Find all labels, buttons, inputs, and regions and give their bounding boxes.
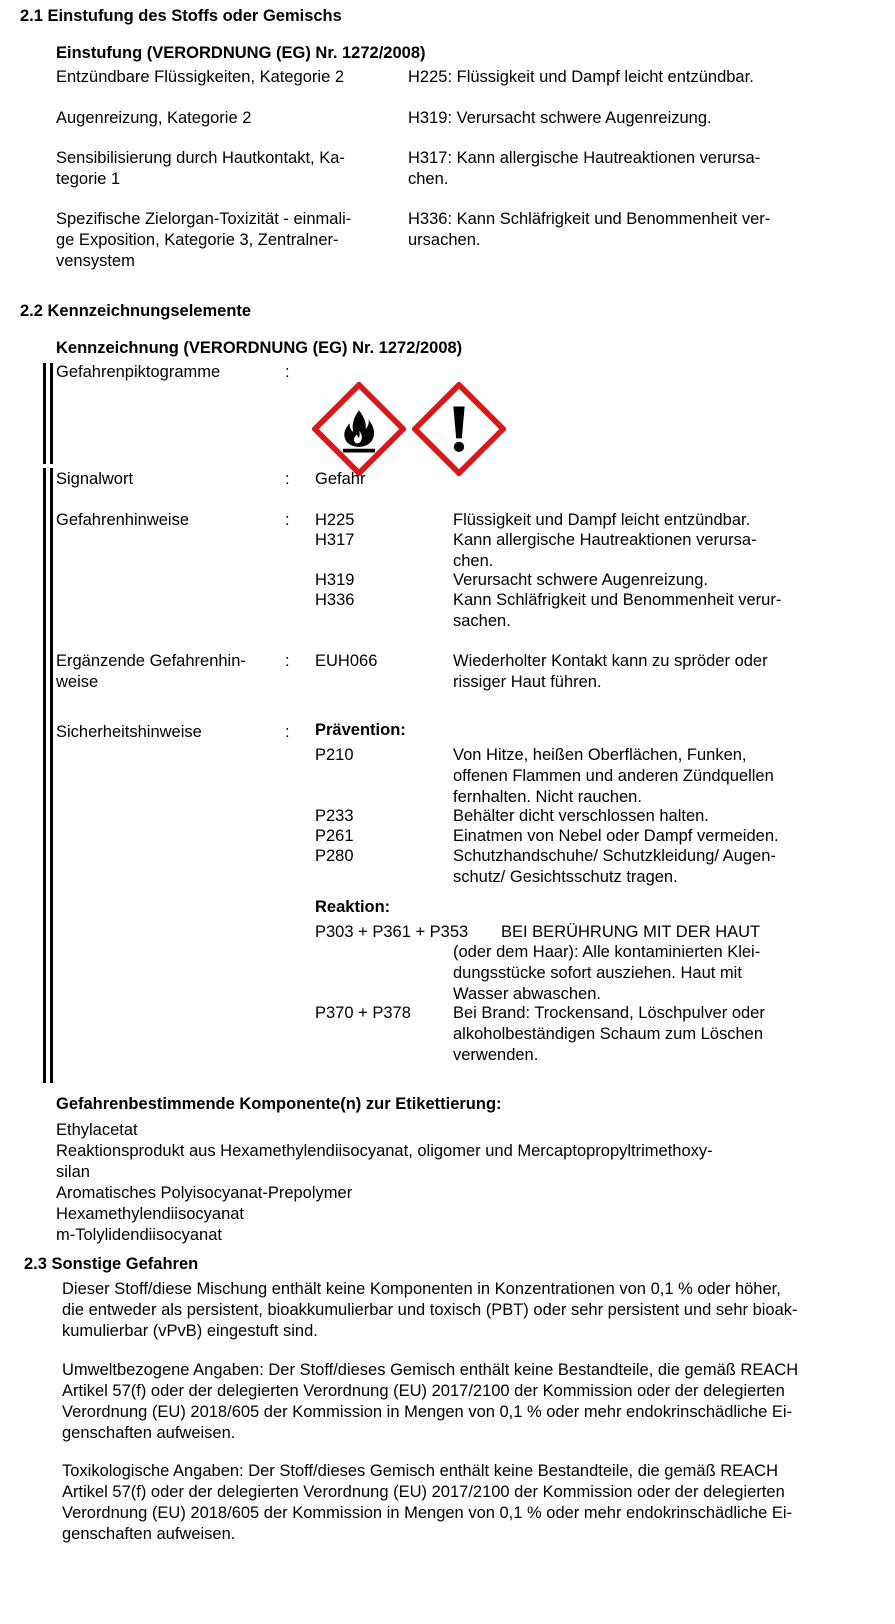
classification-left: Augenreizung, Kategorie 2 — [56, 109, 252, 127]
p-text: Von Hitze, heißen Oberflächen, Funken, offenen Flammen und anderen Zündquellen fernhalten. Nicht rauchen. — [453, 746, 774, 806]
hazard-text: Kann allergische Hautreaktionen verursa- chen. — [453, 531, 757, 570]
classification-right: H317: Kann allergische Hautreaktionen verursa- chen. — [408, 149, 761, 188]
components-heading: Gefahrenbestimmende Komponente(n) zur Etikettierung: — [56, 1095, 502, 1113]
classification-left: Spezifische Zielorgan-Toxizität - einmali- ge Exposition, Kategorie 3, Zentralner- vensystem — [56, 210, 352, 270]
hazard-code: H225 — [315, 511, 355, 529]
classification-right: H336: Kann Schläfrigkeit und Benommenheit ver- ursachen. — [408, 210, 771, 249]
hazard-text: Flüssigkeit und Dampf leicht entzündbar. — [453, 511, 751, 529]
pbt-paragraph: Dieser Stoff/diese Mischung enthält keine Komponenten in Konzentrationen von 0,1 % oder höher, die entweder als persistent, bioakkumulierbar und toxisch (PBT) oder sehr persistent und sehr bioak- kumulierbar (vPvB) eingestuft sind. — [62, 1280, 798, 1340]
section-2-2-heading: 2.2 Kennzeichnungselemente — [20, 302, 252, 320]
colon: : — [285, 511, 290, 529]
section-2-3-heading: 2.3 Sonstige Gefahren — [24, 1255, 199, 1273]
reaction-heading: Reaktion: — [315, 898, 391, 916]
euh-text: Wiederholter Kontakt kann zu spröder oder rissiger Haut führen. — [453, 652, 768, 691]
p-code: P210 — [315, 746, 354, 764]
p-code: P280 — [315, 847, 354, 865]
p-text: Behälter dicht verschlossen halten. — [453, 807, 709, 825]
p-text: Bei Brand: Trockensand, Löschpulver oder alkoholbeständigen Schaum zum Löschen verwenden. — [453, 1004, 765, 1064]
p-text: Einatmen von Nebel oder Dampf vermeiden. — [453, 827, 779, 845]
components-list: Ethylacetat Reaktionsprodukt aus Hexamethylendiisocyanat, oligomer und Mercaptopropyltrimethoxy- silan Aromatisches Polyisocyanat-Prepolymer Hexamethylendiisocyanat m-Tolylidendiisocyanat — [56, 1121, 713, 1244]
hazard-code: H319 — [315, 571, 355, 589]
change-bar — [43, 468, 46, 1083]
environmental-paragraph: Umweltbezogene Angaben: Der Stoff/dieses Gemisch enthält keine Bestandteile, die gemäß REACH Artikel 57(f) oder der delegierten Verordnung (EU) 2017/2100 der Kommission oder der delegierten Verordnung (EU) 2018/605 der Kommission in Mengen von 0,1 % oder mehr endokrinschädliche Ei- genschaften aufweisen. — [62, 1361, 799, 1442]
p-code: P261 — [315, 827, 354, 845]
section-2-1-heading: 2.1 Einstufung des Stoffs oder Gemischs — [20, 7, 342, 25]
p-text: (oder dem Haar): Alle kontaminierten Klei- dungsstücke sofort ausziehen. Haut mit Wasser abwaschen. — [453, 943, 761, 1003]
p-text: BEI BERÜHRUNG MIT DER HAUT — [501, 923, 761, 941]
p-code: P303 + P361 + P353 — [315, 923, 469, 941]
hazard-text: Kann Schläfrigkeit und Benommenheit verur- sachen. — [453, 591, 782, 630]
p-code: P370 + P378 — [315, 1004, 411, 1022]
colon: : — [285, 363, 290, 381]
precautionary-label: Sicherheitshinweise — [56, 723, 202, 741]
exclamation-icon — [412, 382, 506, 476]
flame-icon — [312, 382, 406, 476]
change-bar — [50, 468, 53, 1083]
prevention-heading: Prävention: — [315, 721, 406, 739]
signal-word-value: Gefahr — [315, 470, 366, 488]
pictogram-label: Gefahrenpiktogramme — [56, 363, 221, 381]
hazard-statements-label: Gefahrenhinweise — [56, 511, 189, 529]
classification-left: Entzündbare Flüssigkeiten, Kategorie 2 — [56, 68, 345, 86]
classification-right: H225: Flüssigkeit und Dampf leicht entzündbar. — [408, 68, 754, 86]
supplemental-hazard-label: Ergänzende Gefahrenhin- weise — [56, 652, 246, 691]
change-bar — [43, 363, 46, 464]
colon: : — [285, 723, 290, 741]
colon: : — [285, 652, 290, 670]
hazard-code: H336 — [315, 591, 355, 609]
p-code: P233 — [315, 807, 354, 825]
hazard-code: H317 — [315, 531, 355, 549]
hazard-text: Verursacht schwere Augenreizung. — [453, 571, 708, 589]
change-bar — [50, 363, 53, 464]
classification-subheading: Einstufung (VERORDNUNG (EG) Nr. 1272/2008) — [56, 44, 426, 62]
euh-code: EUH066 — [315, 652, 378, 670]
classification-right: H319: Verursacht schwere Augenreizung. — [408, 109, 712, 127]
classification-left: Sensibilisierung durch Hautkontakt, Ka- tegorie 1 — [56, 149, 345, 188]
p-text: Schutzhandschuhe/ Schutzkleidung/ Augen- schutz/ Gesichtsschutz tragen. — [453, 847, 776, 886]
labelling-subheading: Kennzeichnung (VERORDNUNG (EG) Nr. 1272/2008) — [56, 339, 463, 357]
signal-word-label: Signalwort — [56, 470, 134, 488]
colon: : — [285, 470, 290, 488]
toxicological-paragraph: Toxikologische Angaben: Der Stoff/dieses Gemisch enthält keine Bestandteile, die gemäß REACH Artikel 57(f) oder der delegierten Verordnung (EU) 2017/2100 der Kommission oder der delegierten Verordnung (EU) 2018/605 der Kommission in Mengen von 0,1 % oder mehr endokrinschädliche Ei- genschaften aufweisen. — [62, 1462, 793, 1543]
